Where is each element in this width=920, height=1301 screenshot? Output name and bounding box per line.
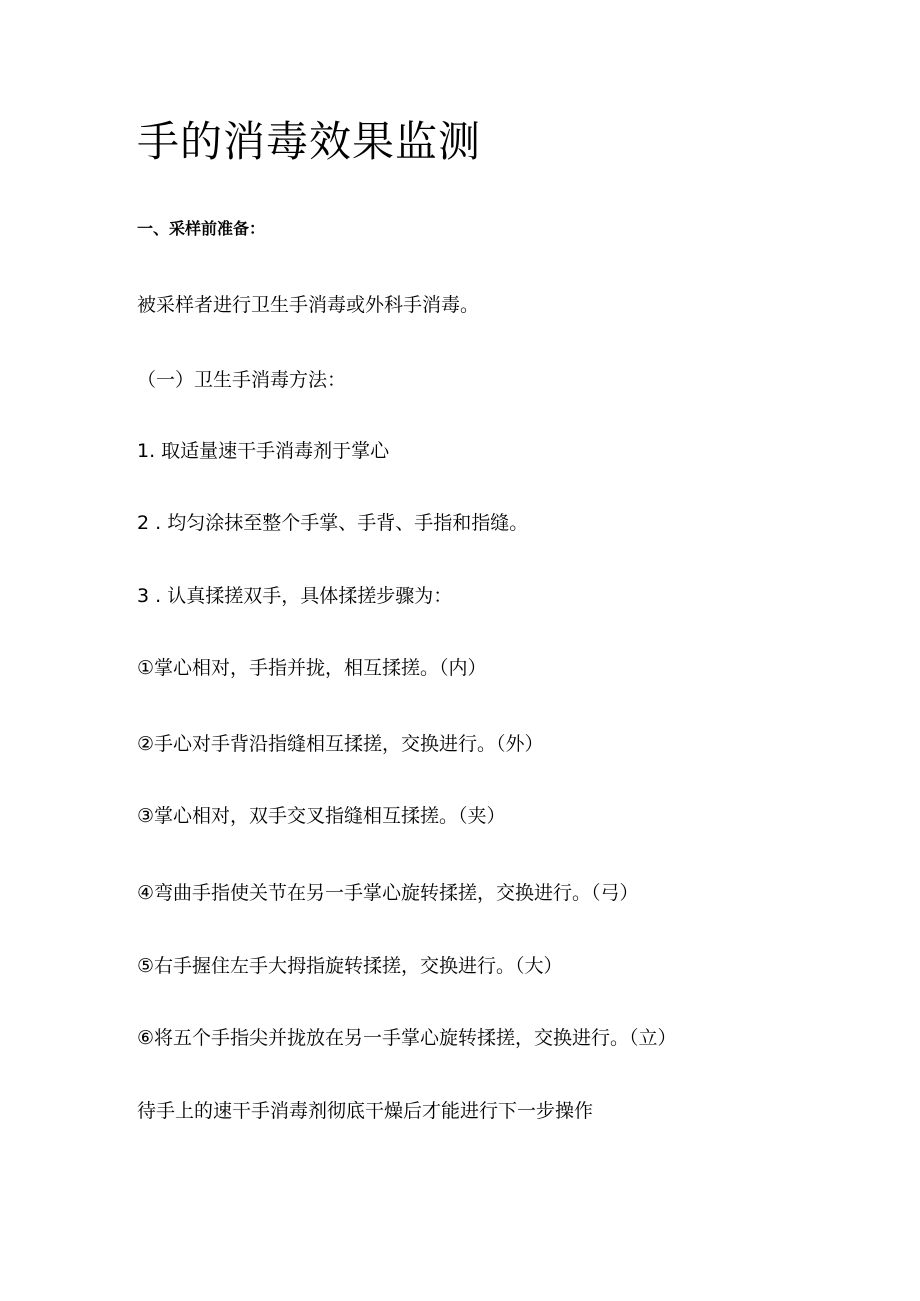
step-item: 1. 取适量速干手消毒剂于掌心 <box>137 440 390 462</box>
page-title: 手的消毒效果监测 <box>137 117 482 166</box>
step-item: 3 . 认真揉搓双手，具体揉搓步骤为： <box>137 585 453 607</box>
section-heading: 一、采样前准备： <box>137 219 266 238</box>
rub-step-item: ①掌心相对，手指并拢，相互揉搓。（内） <box>137 657 487 679</box>
rub-step-item: ⑤右手握住左手大拇指旋转揉搓，交换进行。（大） <box>137 955 563 977</box>
intro-text: 被采样者进行卫生手消毒或外科手消毒。 <box>137 294 480 316</box>
rub-step-item: ⑥将五个手指尖并拢放在另一手掌心旋转揉搓，交换进行。（立） <box>137 1027 677 1049</box>
step-item: 2 . 均匀涂抹至整个手掌、手背、手指和指缝。 <box>137 512 529 534</box>
subsection-heading: （一）卫生手消毒方法： <box>137 369 347 391</box>
rub-step-item: ④弯曲手指使关节在另一手掌心旋转揉搓，交换进行。（弓） <box>137 882 639 904</box>
rub-step-item: ②手心对手背沿指缝相互揉搓，交换进行。（外） <box>137 733 544 755</box>
rub-step-item: ③掌心相对，双手交叉指缝相互揉搓。（夹） <box>137 805 506 827</box>
closing-text: 待手上的速干手消毒剂彻底干燥后才能进行下一步操作 <box>137 1100 594 1122</box>
